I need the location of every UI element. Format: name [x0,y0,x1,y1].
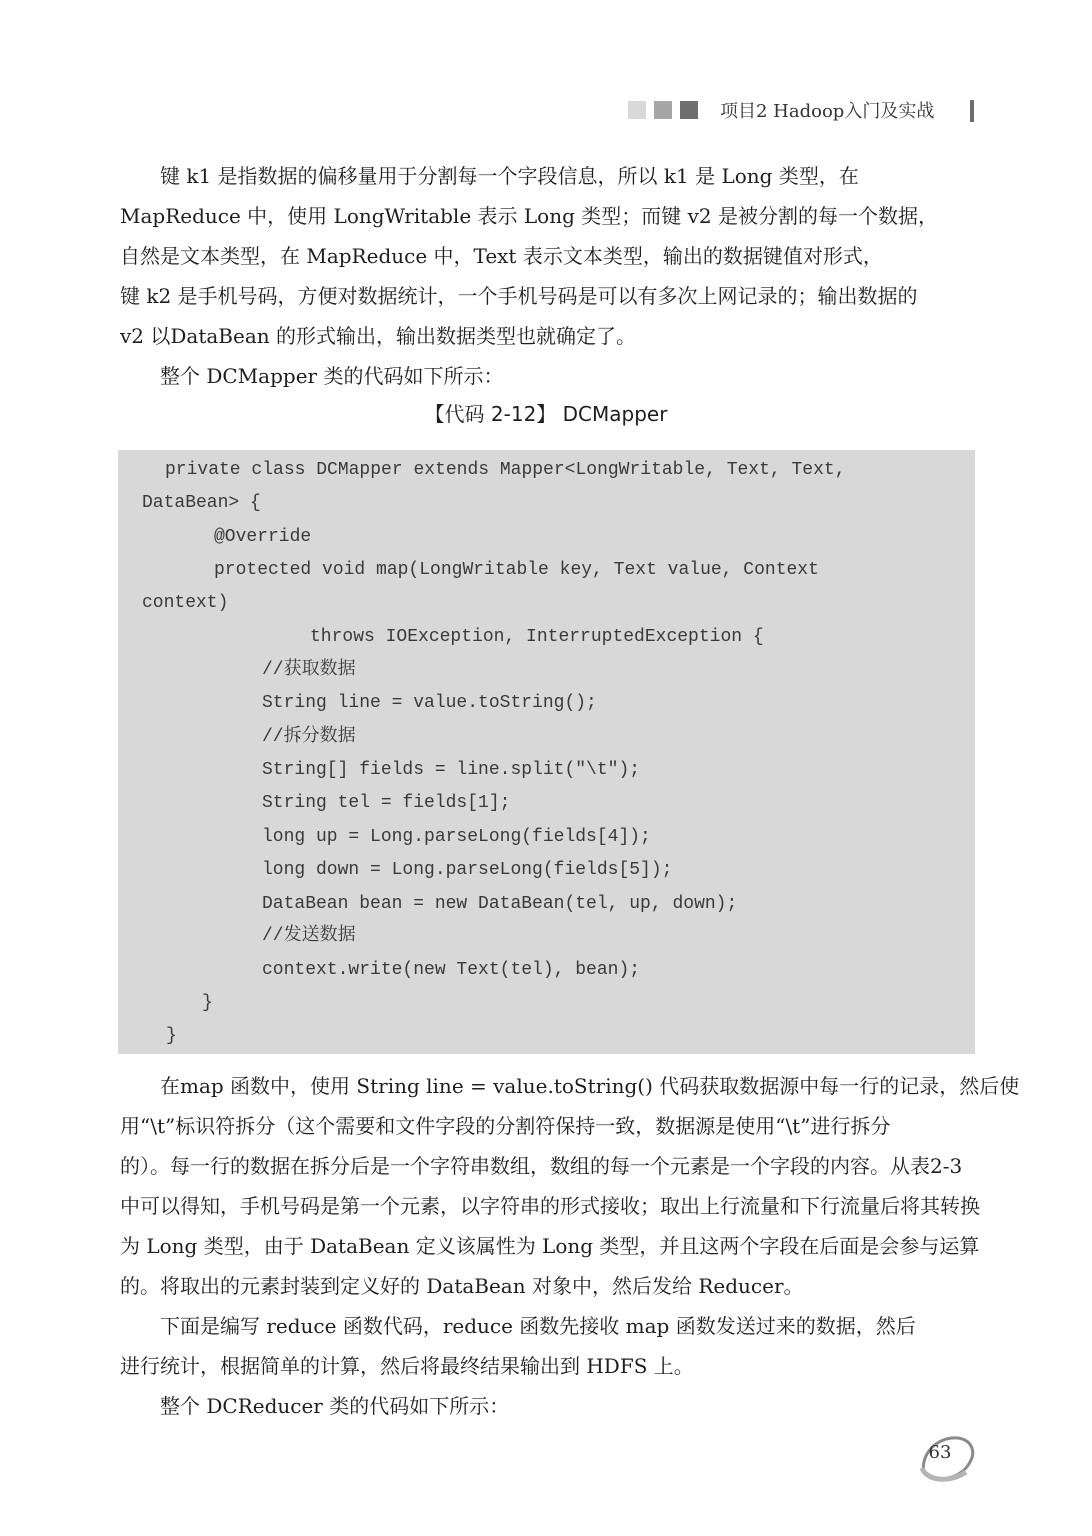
paragraph-line: v2 以DataBean 的形式输出，输出数据类型也就确定了。 [120,324,636,348]
paragraph-1 [120,156,980,356]
header-square-medium [654,101,672,119]
code-line: private class DCMapper extends Mapper<LongWritable, Text, Text, [165,460,846,480]
code-comment: //发送数据 [262,926,356,946]
paragraph-line: MapReduce 中，使用 LongWritable 表示 Long 类型；而键 v2 是被分割的每一个数据， [120,204,938,228]
code-comment: //获取数据 [262,660,356,680]
code-line: DataBean> { [142,493,261,513]
paragraph-line: 整个 DCReducer 类的代码如下所示： [120,1394,510,1418]
code-line: String tel = fields[1]; [262,793,511,813]
header-square-dark [680,101,698,119]
paragraph-line: 的）。每一行的数据在拆分后是一个字符串数组，数组的每一个元素是一个字段的内容。从表2-3 [120,1154,963,1178]
paragraph-2 [120,356,980,396]
paragraph-line: 中可以得知，手机号码是第一个元素，以字符串的形式接收；取出上行流量和下行流量后将其转换 [120,1194,980,1218]
code-line: } [202,993,213,1013]
code-line: long up = Long.parseLong(fields[4]); [262,827,651,847]
header-square-light [628,101,646,119]
paragraph-line: 用“\t”标识符拆分（这个需要和文件字段的分割符保持一致，数据源是使用“\t”进行拆分 [120,1114,891,1138]
running-header [628,98,934,122]
code-block [118,450,975,1054]
paragraph-line: 进行统计，根据简单的计算，然后将最终结果输出到 HDFS 上。 [120,1354,694,1378]
code-line: DataBean bean = new DataBean(tel, up, down); [262,894,738,914]
paragraph-line: 为 Long 类型，由于 DataBean 定义该属性为 Long 类型，并且这两个字段在后面是会参与运算 [120,1234,980,1258]
code-line: String line = value.toString(); [262,693,597,713]
paragraph-line: 自然是文本类型，在 MapReduce 中，Text 表示文本类型，输出的数据键值对形式， [120,244,883,268]
paragraph-3 [120,1066,1020,1306]
page-number: 63 [928,1442,952,1463]
code-line: throws IOException, InterruptedException { [310,627,764,647]
code-line: context.write(new Text(tel), bean); [262,960,641,980]
paragraph-5 [120,1386,980,1426]
code-line: @Override [214,527,312,547]
code-caption: 【代码 2-12】 DCMapper [424,402,668,426]
code-line: String[] fields = line.split("\t"); [262,760,641,780]
paragraph-line: 键 k2 是手机号码，方便对数据统计，一个手机号码是可以有多次上网记录的；输出数据的 [120,284,918,308]
code-comment: //拆分数据 [262,727,356,747]
page-number-badge [918,1428,978,1484]
code-line: protected void map(LongWritable key, Text value, Context [214,560,819,580]
paragraph-line: 键 k1 是指数据的偏移量用于分割每一个字段信息，所以 k1 是 Long 类型，在 [120,164,859,188]
header-bar [970,100,974,122]
paragraph-line: 的。将取出的元素封装到定义好的 DataBean 对象中，然后发给 Reducer。 [120,1274,804,1298]
paragraph-line: 整个 DCMapper 类的代码如下所示： [120,364,504,388]
paragraph-line: 在map 函数中，使用 String line = value.toString() 代码获取数据源中每一行的记录，然后使 [120,1074,1020,1098]
code-line: long down = Long.parseLong(fields[5]); [262,860,673,880]
code-line: context) [142,593,229,613]
header-title: 项目2 Hadoop入门及实战 [720,101,935,122]
code-line: } [166,1026,177,1046]
paragraph-line: 下面是编写 reduce 函数代码，reduce 函数先接收 map 函数发送过来的数据，然后 [120,1314,916,1338]
paragraph-4 [120,1306,980,1386]
